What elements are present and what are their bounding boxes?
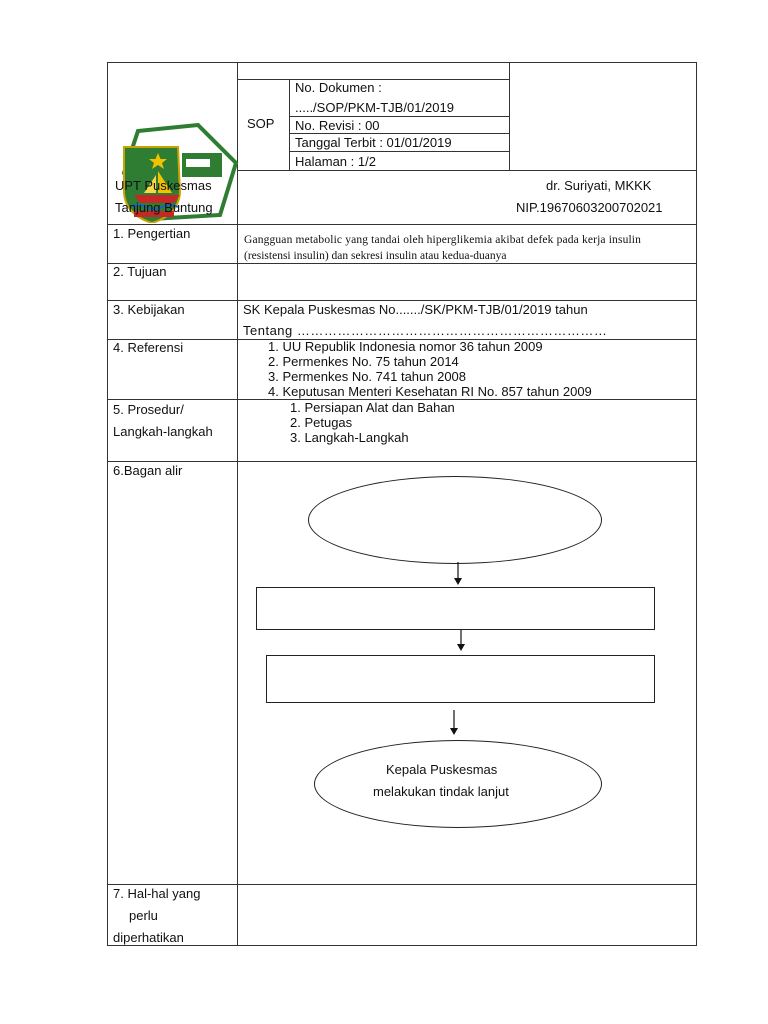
referensi-item: 3. Permenkes No. 741 tahun 2008 (268, 369, 467, 384)
signer-nip: NIP.19670603200702021 (516, 200, 663, 215)
org-name: UPT Puskesmas (115, 178, 212, 193)
no-dokumen-label: No. Dokumen : (295, 80, 382, 95)
flow-start-oval (308, 476, 602, 564)
no-revisi: No. Revisi : 00 (295, 118, 380, 133)
flow-step-box-1 (256, 587, 655, 630)
halaman: Halaman : 1/2 (295, 154, 376, 169)
pengertian-text-1: Gangguan metabolic yang tandai oleh hiperglikemia akibat defek pada kerja insulin (244, 234, 642, 246)
prosedur-item: 3. Langkah-Langkah (290, 430, 409, 445)
prosedur-item: 1. Persiapan Alat dan Bahan (290, 400, 455, 415)
referensi-label: 4. Referensi (113, 340, 184, 355)
prosedur-label-2: Langkah-langkah (113, 424, 213, 439)
flow-arrow-2 (453, 630, 469, 652)
flow-end-text-2: melakukan tindak lanjut (373, 784, 509, 799)
tanggal-terbit: Tanggal Terbit : 01/01/2019 (295, 135, 452, 150)
kebijakan-label: 3. Kebijakan (113, 302, 185, 317)
signer-name: dr. Suriyati, MKKK (546, 178, 652, 193)
no-dokumen-value: ...../SOP/PKM-TJB/01/2019 (295, 100, 454, 115)
flow-end-text-1: Kepala Puskesmas (386, 762, 498, 777)
sop-label: SOP (247, 116, 275, 131)
referensi-item: 2. Permenkes No. 75 tahun 2014 (268, 354, 459, 369)
flow-step-box-2 (266, 655, 655, 703)
org-location: Tanjung Buntung (115, 200, 213, 215)
tujuan-label: 2. Tujuan (113, 264, 167, 279)
flow-arrow-3 (446, 710, 462, 736)
flow-arrow-1 (450, 562, 466, 586)
referensi-item: 4. Keputusan Menteri Kesehatan RI No. 857 tahun 2009 (268, 384, 592, 399)
hal-hal-label-1: 7. Hal-hal yang (113, 886, 201, 901)
bagan-alir-label: 6.Bagan alir (113, 463, 183, 478)
pengertian-label: 1. Pengertian (113, 226, 191, 241)
kebijakan-line-2: Tentang …………………………………………………………… (243, 323, 608, 338)
hal-hal-label-3: diperhatikan (113, 930, 184, 945)
hal-hal-label-2: perlu (129, 908, 158, 923)
prosedur-label-1: 5. Prosedur/ (113, 402, 184, 417)
pengertian-text-2: (resistensi insulin) dan sekresi insulin atau kedua-duanya (244, 250, 507, 262)
kebijakan-line-1: SK Kepala Puskesmas No......./SK/PKM-TJB/01/2019 tahun (243, 302, 588, 317)
prosedur-item: 2. Petugas (290, 415, 353, 430)
referensi-item: 1. UU Republik Indonesia nomor 36 tahun 2009 (268, 339, 543, 354)
